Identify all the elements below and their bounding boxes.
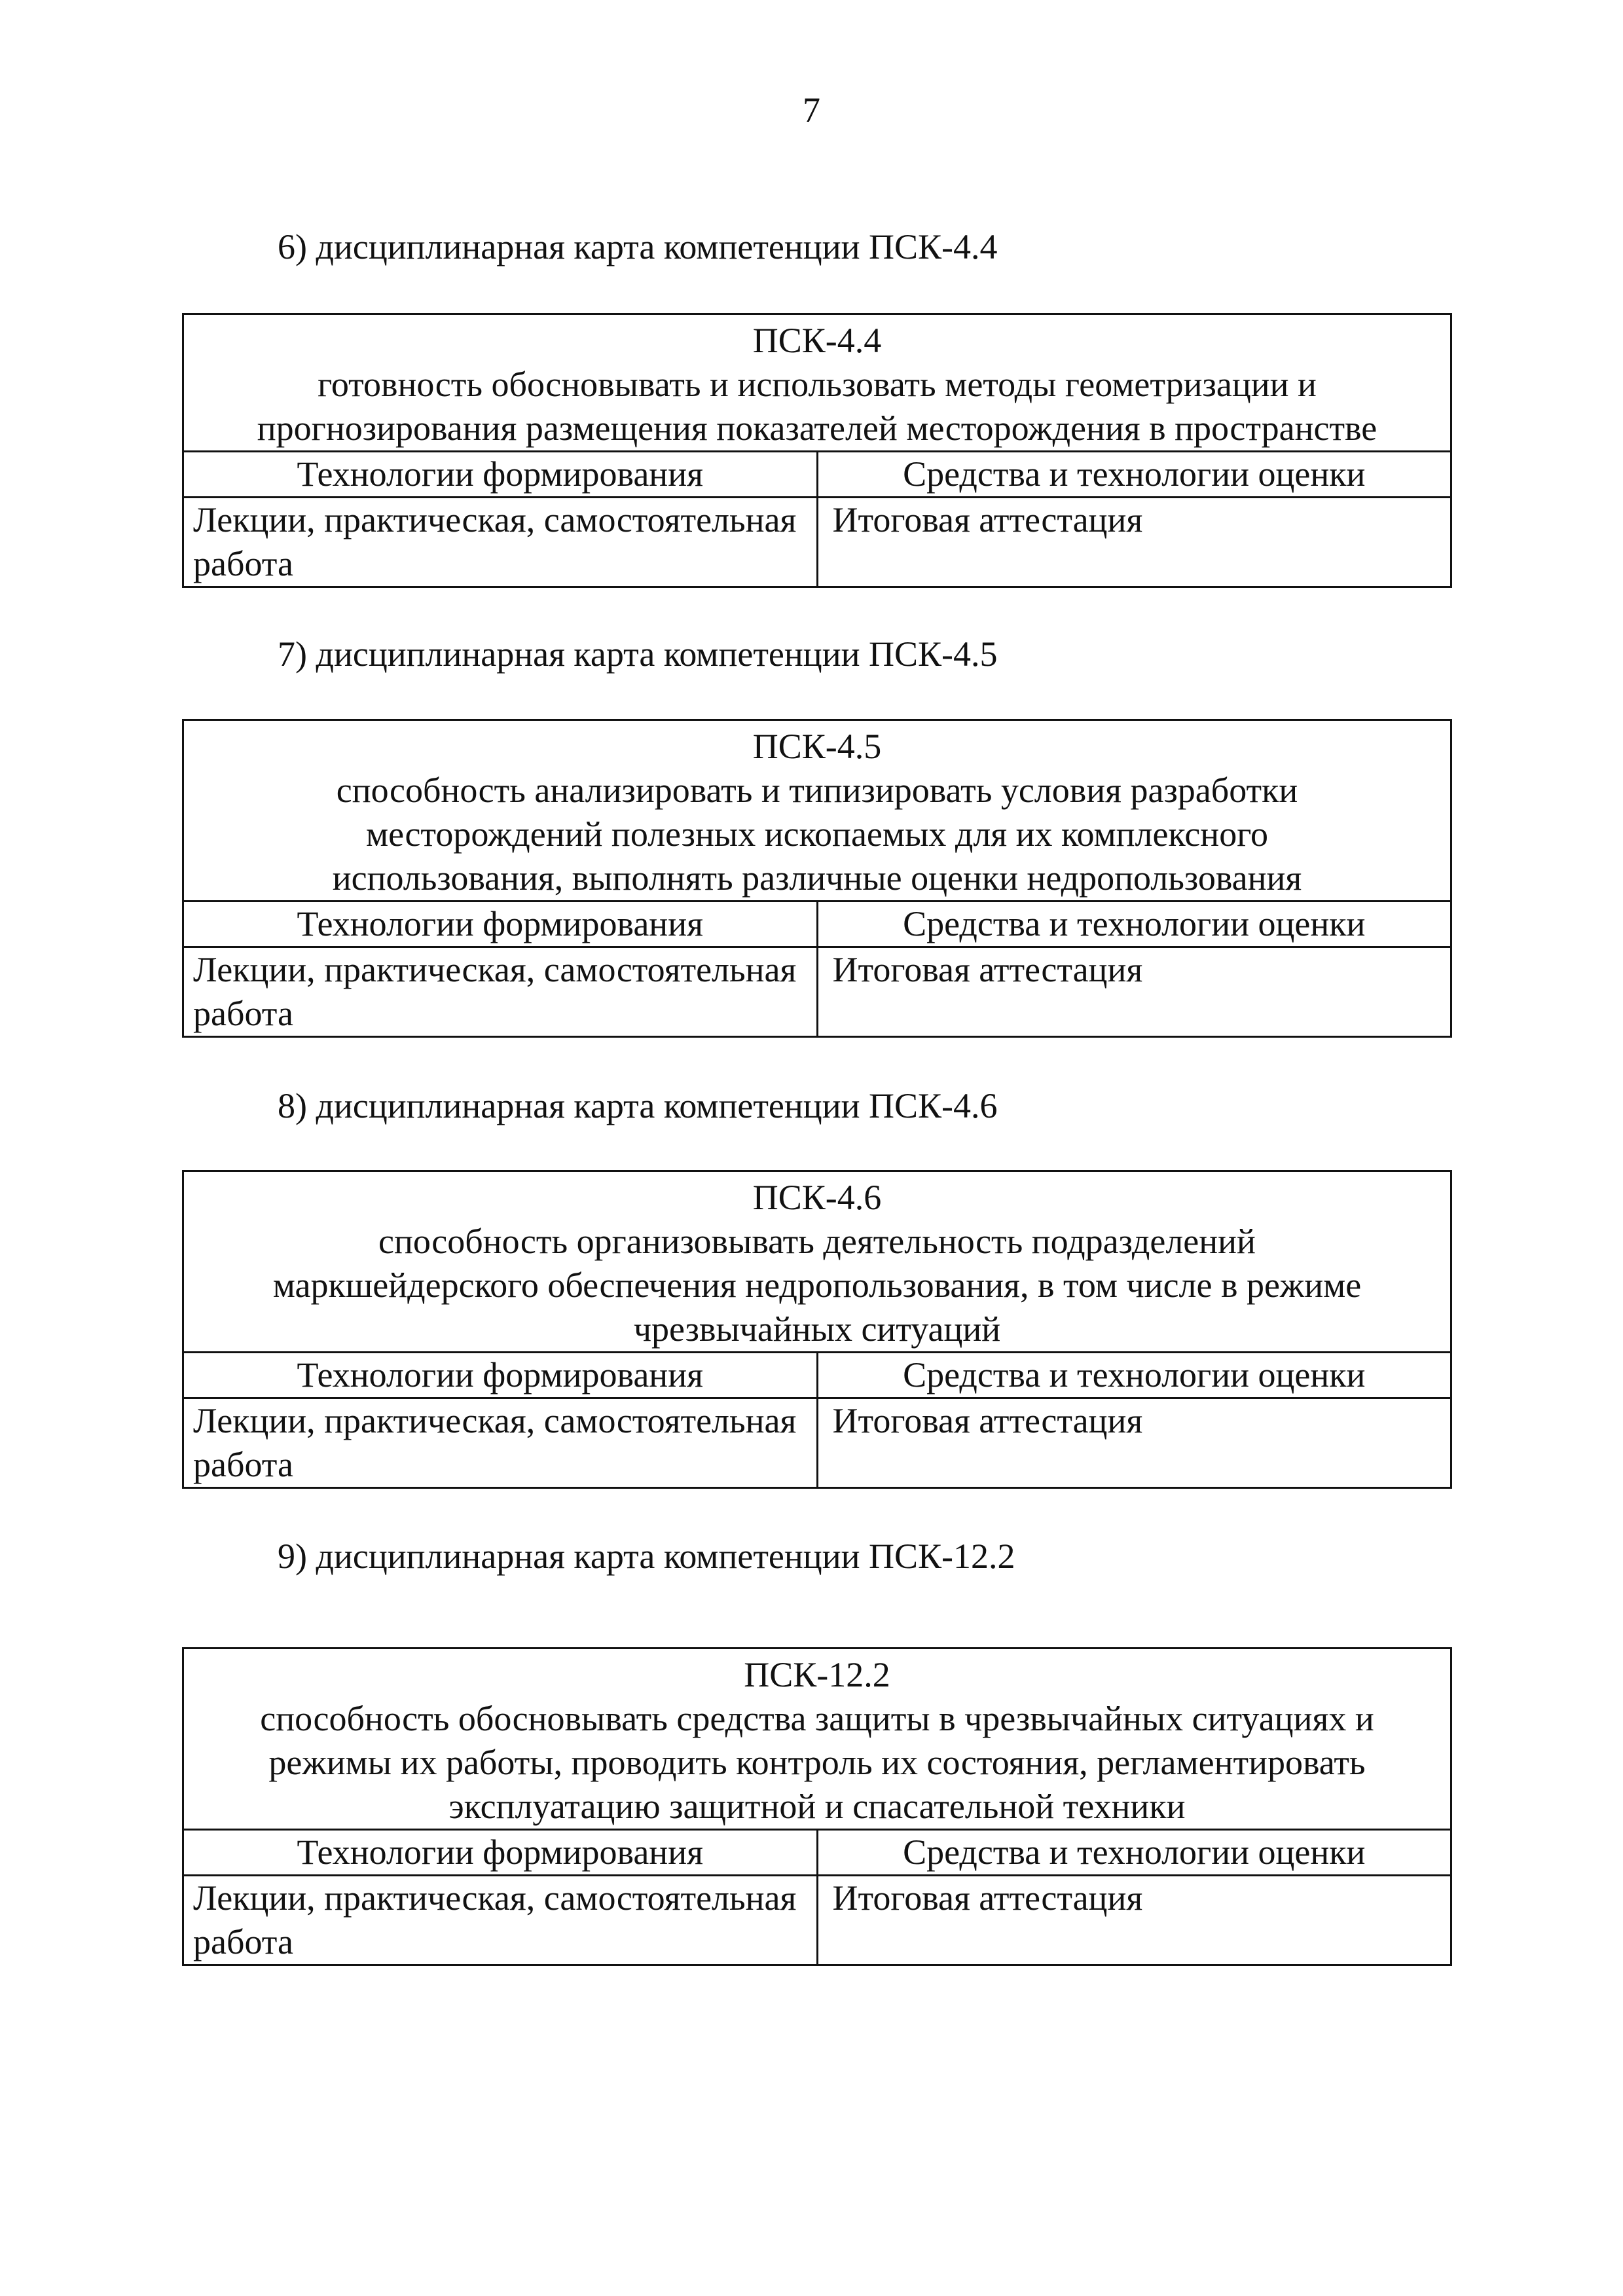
competency-header-cell [183,720,1451,902]
formation-technologies-value: Лекции, практическая, самостоятельная работа [183,947,818,1037]
page-number: 7 [803,90,820,130]
assessment-tools-value: Итоговая аттестация [817,947,1451,1037]
competency-description-line: чрезвычайных ситуаций [633,1309,1001,1349]
competency-card [182,1170,1452,1489]
competency-code: ПСК-12.2 [744,1655,890,1694]
competency-description-line: готовность обосновывать и использовать методы геометризации и [318,365,1317,404]
column-header-assessment: Средства и технологии оценки [817,1353,1451,1398]
competency-header-cell [183,1649,1451,1830]
section-heading: 9) дисциплинарная карта компетенции ПСК-12.2 [278,1537,1015,1576]
competency-header-cell [183,1171,1451,1353]
column-header-assessment: Средства и технологии оценки [817,1830,1451,1876]
assessment-tools-value: Итоговая аттестация [817,1398,1451,1488]
competency-header-cell [183,314,1451,452]
column-header-assessment: Средства и технологии оценки [817,902,1451,947]
competency-description-line: использования, выполнять различные оценки недропользования [332,858,1302,898]
competency-description-line: способность обосновывать средства защиты в чрезвычайных ситуациях и [260,1699,1374,1738]
competency-description-line: способность организовывать деятельность подразделений [378,1222,1256,1261]
competency-card [182,719,1452,1038]
column-header-formation: Технологии формирования [183,902,818,947]
competency-description-line: маркшейдерского обеспечения недропользования, в том числе в режиме [272,1266,1362,1305]
competency-description-line: способность анализировать и типизировать условия разработки [336,771,1298,810]
assessment-tools-value: Итоговая аттестация [817,1876,1451,1965]
competency-card [182,1647,1452,1966]
column-header-formation: Технологии формирования [183,452,818,498]
column-header-assessment: Средства и технологии оценки [817,452,1451,498]
section-heading: 8) дисциплинарная карта компетенции ПСК-4.6 [278,1086,998,1125]
formation-technologies-value: Лекции, практическая, самостоятельная работа [183,498,818,587]
competency-description-line: режимы их работы, проводить контроль их состояния, регламентировать [268,1743,1366,1782]
assessment-tools-value: Итоговая аттестация [817,498,1451,587]
competency-code: ПСК-4.5 [752,727,882,766]
competency-description-line: прогнозирования размещения показателей месторождения в пространстве [257,409,1377,448]
competency-code: ПСК-4.6 [752,1178,882,1217]
formation-technologies-value: Лекции, практическая, самостоятельная работа [183,1398,818,1488]
section-heading: 7) дисциплинарная карта компетенции ПСК-4.5 [278,634,998,674]
competency-card [182,313,1452,588]
formation-technologies-value: Лекции, практическая, самостоятельная работа [183,1876,818,1965]
section-heading: 6) дисциплинарная карта компетенции ПСК-4.4 [278,227,998,266]
competency-description-line: месторождений полезных ископаемых для их комплексного [365,814,1269,854]
column-header-formation: Технологии формирования [183,1353,818,1398]
competency-code: ПСК-4.4 [752,321,882,360]
competency-description-line: эксплуатацию защитной и спасательной техники [448,1787,1186,1826]
column-header-formation: Технологии формирования [183,1830,818,1876]
